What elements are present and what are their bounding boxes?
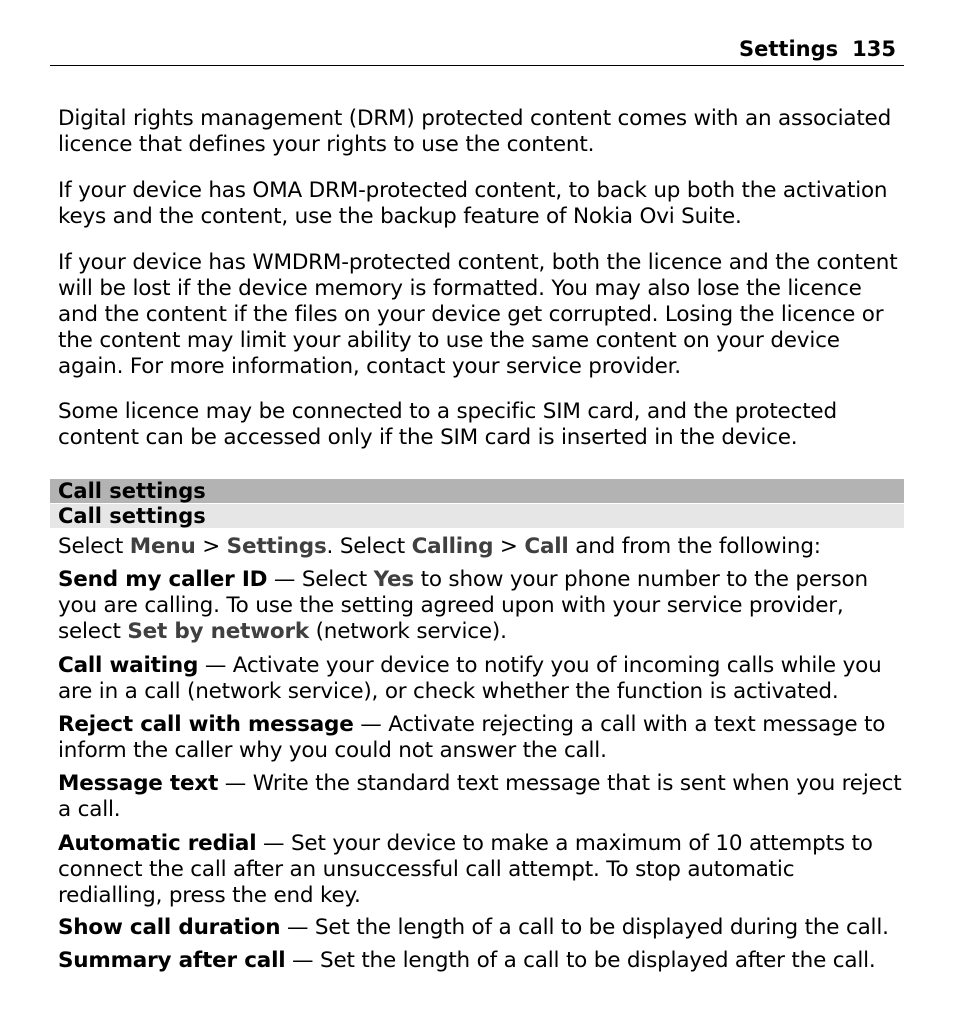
- setting-description: — Set the length of a call to be displayed during the call.: [280, 915, 889, 940]
- setting-description: to show your phone number to the person you are calling. To use the setting agreed upon with your service provider, select: [58, 567, 868, 644]
- nav-text-2: . Select: [326, 534, 412, 559]
- subsection-heading: Call settings: [50, 504, 904, 528]
- settings-label: Settings: [226, 534, 327, 559]
- setting-term: Show call duration: [58, 915, 281, 940]
- setting-description: — Activate rejecting a call with a text message to inform the caller why you could not answer the call.: [58, 712, 886, 763]
- setting-term: Automatic redial: [58, 831, 257, 856]
- nav-separator-2: >: [493, 534, 525, 559]
- oma-drm-paragraph: If your device has OMA DRM-protected content, to back up both the activation keys and the content, use the backup feature of Nokia Ovi Suite.: [58, 178, 888, 229]
- setting-description: — Set your device to make a maximum of 10 attempts to connect the call after an unsuccessful call attempt. To stop automatic redialling, press the end key.: [58, 831, 873, 908]
- section-heading: Call settings: [50, 479, 904, 503]
- setting-automatic-redial: [58, 831, 904, 909]
- page-number: 135: [852, 37, 896, 61]
- setting-call-waiting: [58, 653, 904, 705]
- setting-description: — Set the length of a call to be displayed after the call.: [285, 948, 876, 973]
- setting-show-call-duration: [58, 915, 904, 941]
- yes-option-label: Yes: [373, 567, 414, 592]
- call-label: Call: [524, 534, 569, 559]
- set-by-network-option-label: Set by network: [127, 619, 309, 644]
- nav-text-3: and from the following:: [568, 534, 821, 559]
- header-section-title: Settings: [739, 37, 839, 61]
- setting-term: Send my caller ID: [58, 567, 268, 592]
- page-header: [50, 36, 904, 66]
- setting-description: — Write the standard text message that is sent when you reject a call.: [58, 771, 902, 822]
- setting-description: (network service).: [308, 619, 507, 644]
- setting-message-text: [58, 771, 904, 823]
- setting-reject-call-with-message: [58, 712, 904, 764]
- calling-label: Calling: [411, 534, 494, 559]
- drm-paragraph: Digital rights management (DRM) protected content comes with an associated licence that defines your rights to use the content.: [58, 106, 892, 157]
- setting-description: — Select: [267, 567, 374, 592]
- nav-text-1: Select: [58, 534, 130, 559]
- menu-label: Menu: [129, 534, 196, 559]
- navigation-instruction: [58, 534, 904, 560]
- setting-term: Reject call with message: [58, 712, 354, 737]
- setting-summary-after-call: [58, 948, 904, 974]
- setting-term: Call waiting: [58, 653, 199, 678]
- setting-term: Summary after call: [58, 948, 286, 973]
- setting-description: — Activate your device to notify you of incoming calls while you are in a call (network service), or check whether the function is activated.: [58, 653, 882, 704]
- setting-term: Message text: [58, 771, 219, 796]
- wmdrm-paragraph: If your device has WMDRM-protected content, both the licence and the content will be lost if the device memory is formatted. You may also lose the licence and the content if the files on your device get corrupted. Losing the licence or the content may limit your ability to use the same content on your device again. For more information, contact your service provider.: [58, 250, 898, 379]
- nav-separator-1: >: [195, 534, 227, 559]
- sim-licence-paragraph: Some licence may be connected to a specific SIM card, and the protected content can be accessed only if the SIM card is inserted in the device.: [58, 399, 837, 450]
- setting-send-caller-id: [58, 567, 904, 645]
